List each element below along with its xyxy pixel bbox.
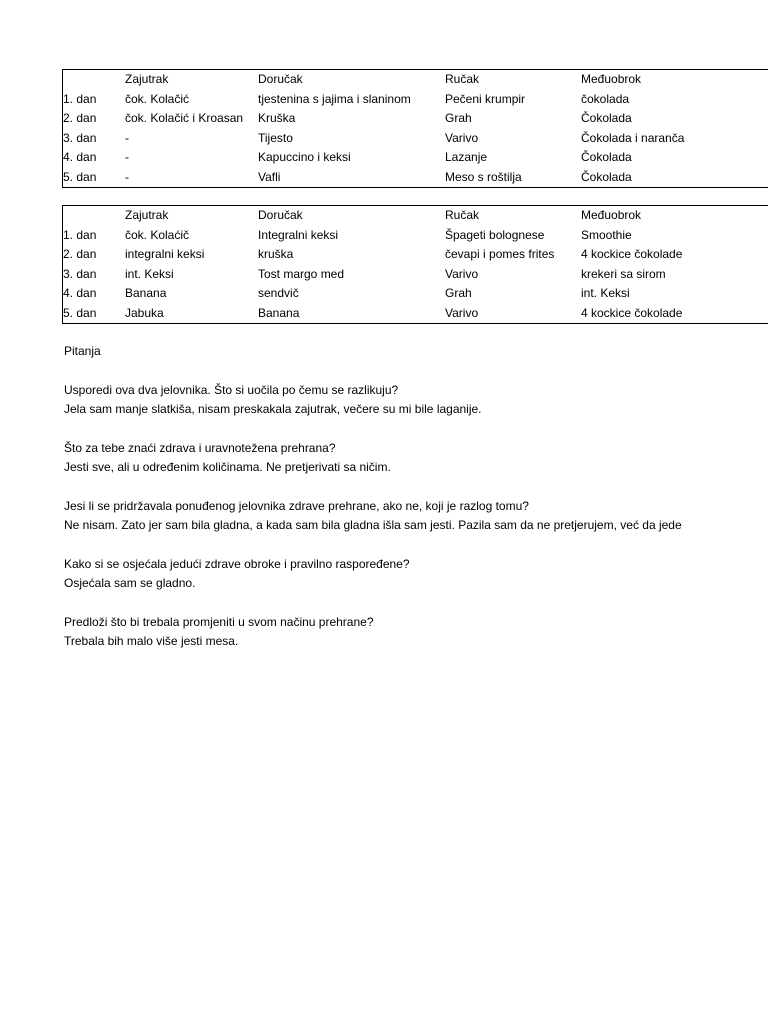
table-row [63,304,768,324]
dorucak-cell: Vafli [258,169,281,184]
header-cell-dorucak: Doručak [258,72,303,86]
meduobrok-cell: 4 kockice čokolade [581,305,683,320]
meduobrok-cell: Čokolada [581,111,632,125]
table-row [63,245,768,265]
meduobrok-cell: int. Keksi [581,286,630,300]
rucak-cell: Varivo [445,130,479,145]
day-cell: 3. dan [63,130,97,145]
qa-block [64,613,768,651]
answer-text: Ne nisam. Zato jer sam bila gladna, a kada sam bila gladna išla sam jesti. Pazila sam da ne pretjerujem, već da jede [64,518,682,532]
dorucak-cell: Kruška [258,111,296,125]
table-row [63,129,768,149]
header-cell-meduobrok: Međuobrok [581,72,642,86]
header-cell-rucak: Ručak [445,72,480,86]
table-row [63,265,768,285]
meduobrok-cell: čokolada [581,91,630,106]
dorucak-cell: tjestenina s jajima i slaninom [258,91,411,106]
question-text: Što za tebe znaći zdrava i uravnotežena prehrana? [64,441,336,455]
rucak-cell: Grah [445,286,472,300]
day-cell: 3. dan [63,266,97,281]
rucak-cell: Grah [445,111,472,125]
zajutrak-cell: čok. Kolačić [125,91,190,106]
rucak-cell: Varivo [445,266,479,281]
zajutrak-cell: čok. Kolaćič [125,227,190,242]
rucak-cell: Pečeni krumpir [445,91,526,106]
table-row [63,148,768,168]
answer-text: Jesti sve, ali u određenim količinama. Ne pretjerivati sa ničim. [64,460,391,474]
qa-block [64,497,702,535]
dorucak-cell: Banana [258,305,300,320]
header-cell-day [63,70,123,90]
day-cell: 1. dan [63,91,97,106]
zajutrak-cell: - [125,150,129,164]
header-cell-rucak: Ručak [445,208,480,222]
menu-table-1 [62,69,768,188]
zajutrak-cell: - [125,130,129,145]
meduobrok-cell: 4 kockice čokolade [581,247,683,261]
dorucak-cell: sendvič [258,286,299,300]
header-cell-zajutrak: Zajutrak [125,72,169,86]
day-cell: 4. dan [63,286,97,300]
meduobrok-cell: krekeri sa sirom [581,266,666,281]
day-cell: 5. dan [63,169,97,184]
zajutrak-cell: Banana [125,286,167,300]
question-text: Usporedi ova dva jelovnika. Što si uočila po čemu se razlikuju? [64,383,399,397]
meduobrok-cell: Smoothie [581,227,632,242]
table-row [63,90,768,110]
dorucak-cell: Tost margo med [258,266,345,281]
table-row [63,168,768,188]
rucak-cell: Varivo [445,305,479,320]
qa-block [64,439,768,477]
table-row [63,284,768,304]
table-row [63,109,768,129]
zajutrak-cell: int. Keksi [125,266,174,281]
meduobrok-cell: Čokolada [581,150,632,164]
qa-block [64,381,768,419]
rucak-cell: Špageti bolognese [445,227,545,242]
questions-heading: Pitanja [64,344,101,358]
dorucak-cell: Kapuccino i keksi [258,150,351,164]
table-header-row [63,206,768,226]
answer-text: Osjećala sam se gladno. [64,576,196,590]
zajutrak-cell: integralni keksi [125,247,205,261]
header-cell-zajutrak: Zajutrak [125,208,169,222]
table-header-row [63,70,768,90]
rucak-cell: čevapi i pomes frites [445,247,555,261]
day-cell: 2. dan [63,247,97,261]
header-cell-meduobrok: Međuobrok [581,208,642,222]
dorucak-cell: Integralni keksi [258,227,339,242]
table-row [63,226,768,246]
header-cell-day [63,206,123,226]
rucak-cell: Meso s roštilja [445,169,522,184]
questions-section [64,342,768,361]
answer-text: Trebala bih malo više jesti mesa. [64,634,239,648]
day-cell: 1. dan [63,227,97,242]
meduobrok-cell: Čokolada [581,169,632,184]
zajutrak-cell: Jabuka [125,305,164,320]
question-text: Predloži što bi trebala promjeniti u svom načinu prehrane? [64,615,374,629]
answer-text: Jela sam manje slatkiša, nisam preskakala zajutrak, večere su mi bile laganije. [64,402,482,416]
qa-block [64,555,768,593]
question-text: Kako si se osjećala jedući zdrave obroke i pravilno raspoređene? [64,557,410,571]
day-cell: 5. dan [63,305,97,320]
day-cell: 2. dan [63,111,97,125]
zajutrak-cell: - [125,169,129,184]
menu-table-2 [62,205,768,324]
day-cell: 4. dan [63,150,97,164]
meduobrok-cell: Čokolada i naranča [581,130,685,145]
question-text: Jesi li se pridržavala ponuđenog jelovnika zdrave prehrane, ako ne, koji je razlog tomu? [64,499,529,513]
dorucak-cell: Tijesto [258,130,293,145]
header-cell-dorucak: Doručak [258,208,303,222]
rucak-cell: Lazanje [445,150,488,164]
dorucak-cell: kruška [258,247,294,261]
zajutrak-cell: čok. Kolačić i Kroasan [125,111,244,125]
